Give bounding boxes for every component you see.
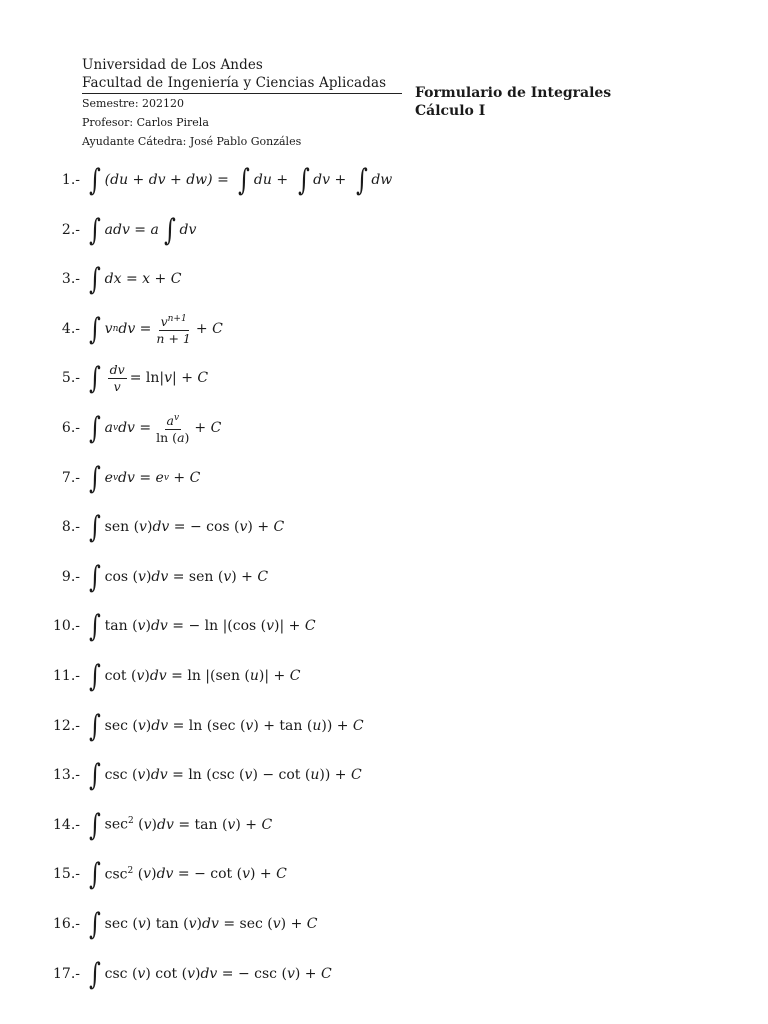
formula-row [0,552,768,602]
formula-expression: ∫ cos ( v ) dv = sen ( v ) + C [88,559,269,595]
formula-row [0,403,768,453]
formula-row [0,502,768,552]
formula-expression: ∫ $\sec^2$ ( v ) dv = tan ( v ) + C [88,807,273,843]
formula-row [0,304,768,354]
formula-number: 17.- [53,965,80,982]
formula-row [0,849,768,899]
formula-number: 16.- [53,916,80,932]
formula-expression: ∫ e v dv = e v + C [88,460,201,496]
formula-number: 7.- [61,469,80,486]
faculty-name: Facultad de Ingeniería y Ciencias Aplicadas [82,75,387,91]
formula-number: 13.- [53,767,80,784]
formula-expression: ∫ (du + dv + dw) = ∫ du + ∫ dv + ∫ dw [88,163,393,198]
semester: Semestre: 202120 [82,97,185,110]
formula-expression: ∫ a v dv = $\frac{a^v}{\ln (a)}$ + C [88,411,222,446]
formula-expression: ∫ dx = x + C [88,262,182,298]
formula-expression: ∫ csc ( v ) cot ( v ) dv = − csc ( v ) + C [88,956,332,992]
formula-expression: ∫ $\csc^2$ ( v ) dv = − cot ( v ) + C [88,857,287,893]
formula-row [0,453,768,503]
formula-expression: ∫ sec ( v ) tan ( v ) dv = sec ( v ) + C [88,907,318,942]
university-name: Universidad de Los Andes [82,57,263,73]
document-title: Formulario de Integrales [415,85,612,101]
formula-number: 9.- [61,568,80,585]
formula-row [0,750,768,800]
formula-row [0,949,768,999]
formula-row [0,800,768,850]
formula-number: 12.- [53,717,80,734]
formula-expression: ∫ v n dv = $\frac{v^{n+1}}{n + 1}$ + C [88,311,223,347]
formula-number: 3.- [61,271,80,288]
formula-expression: ∫ adv = a ∫ dv [88,212,197,248]
formula-number: 10.- [53,618,80,635]
formula-number: 5.- [61,370,80,387]
formula-expression: ∫ $\frac{dv}{v}$ = ln| v | + C [88,361,209,397]
formula-number: 15.- [53,866,80,883]
formula-row [0,254,768,304]
formula-expression: ∫ tan ( v ) dv = − ln |(cos ( v )| + C [88,609,316,645]
formula-expression: ∫ csc ( v ) dv = ln (csc ( v ) − cot ( u )) + C [88,758,362,794]
formula-number: 4.- [61,320,80,337]
formula-number: 1.- [61,172,80,188]
formula-row [0,353,768,403]
formula-number: 6.- [61,420,80,436]
professor: Profesor: Carlos Pirela [82,116,209,129]
header-left [82,56,402,151]
formula-row [0,205,768,255]
formula-row [0,601,768,651]
formula-row [0,899,768,949]
formula-number: 11.- [53,668,80,684]
formula-expression: ∫ cot ( v ) dv = ln |(sen ( u )| + C [88,659,301,694]
formula-number: 2.- [61,221,80,238]
formula-number: 8.- [61,519,80,536]
formula-number: 14.- [53,816,80,833]
assistant: Ayudante Cátedra: José Pablo Gonzáles [82,135,302,148]
document-subtitle: Cálculo I [415,103,486,119]
formula-expression: ∫ sec ( v ) dv = ln (sec ( v ) + tan ( u )) + C [88,708,364,744]
formula-row [0,701,768,751]
formula-row [0,651,768,701]
formula-row [0,155,768,205]
formula-expression: ∫ sen ( v ) dv = − cos ( v ) + C [88,510,285,546]
header-right [415,84,611,120]
